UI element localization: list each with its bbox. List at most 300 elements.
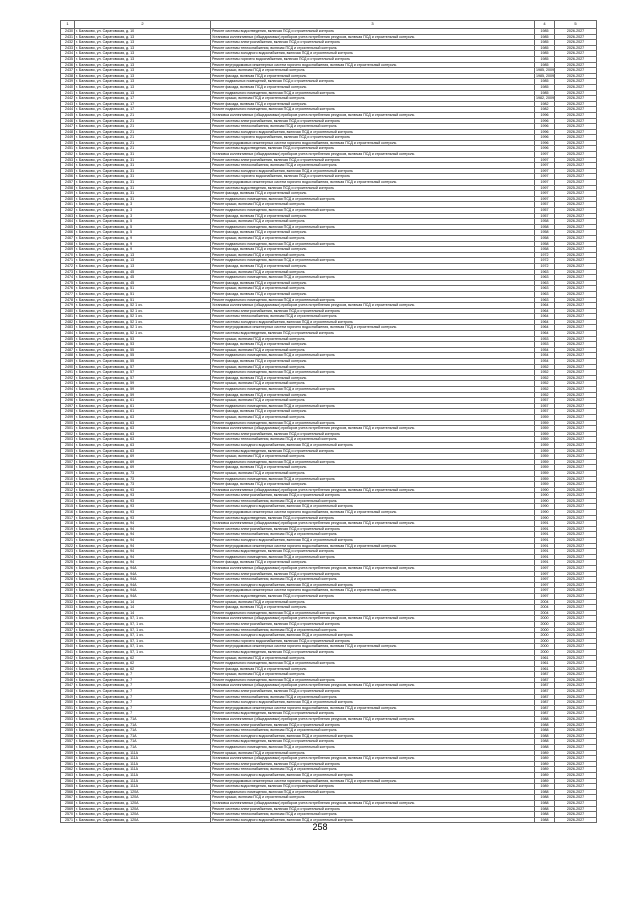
row-work-type: Установка коллективных (общедомовых) приборов учета потребления ресурсов, включая ПСД и строительный контроль xyxy=(211,616,535,622)
row-year: 1991 xyxy=(535,521,555,527)
row-period: 2026-2027 xyxy=(555,258,597,264)
row-address: г. Балаково, ул. Саратовская, д. 111А xyxy=(75,778,211,784)
row-work-type: Ремонт внутридомовых инженерных систем горячего водоснабжения, включая ПСД и строительный контроль xyxy=(211,510,535,516)
row-year: 1958 xyxy=(535,241,555,247)
row-period: 2025-2027 xyxy=(555,493,597,499)
row-work-type: Ремонт системы холодного водоснабжения, включая ПСД и строительный контроль xyxy=(211,733,535,739)
row-year: 1997 xyxy=(535,577,555,583)
row-number: 2515 xyxy=(61,504,75,510)
row-year: 1959 xyxy=(535,448,555,454)
row-period: 2026-2027 xyxy=(555,448,597,454)
column-header-number: 1 xyxy=(61,21,75,29)
row-period: 2026-2027 xyxy=(555,90,597,96)
row-period: 2025-2027 xyxy=(555,185,597,191)
row-year: 1959 xyxy=(535,420,555,426)
row-work-type: Установка коллективных (общедомовых) приборов учета потребления ресурсов, включая ПСД и строительный контроль xyxy=(211,521,535,527)
row-period: 2026-2027 xyxy=(555,314,597,320)
row-number: 2564 xyxy=(61,778,75,784)
row-work-type: Ремонт системы теплоснабжения, включая ПСД и строительный контроль xyxy=(211,627,535,633)
row-address: г. Балаково, ул. Саратовская, д. 52 1 оч. xyxy=(75,308,211,314)
row-period: 2025-2027 xyxy=(555,504,597,510)
row-period: 2026-2027 xyxy=(555,319,597,325)
row-period: 2026-2027 xyxy=(555,96,597,102)
row-number: 2474 xyxy=(61,275,75,281)
row-period: 2026-2027 xyxy=(555,56,597,62)
row-address: г. Балаково, ул. Саратовская, д. 93 xyxy=(75,498,211,504)
row-period: 2026-2027 xyxy=(555,767,597,773)
row-period: 2026-2027 xyxy=(555,208,597,214)
row-period: 2025-2027 xyxy=(555,649,597,655)
row-year: 1988 xyxy=(535,722,555,728)
row-year: 1964 xyxy=(535,303,555,309)
row-year: 1959 xyxy=(535,414,555,420)
row-address: г. Балаково, ул. Саратовская, д. 52 1 оч. xyxy=(75,325,211,331)
row-address: г. Балаково, ул. Саратовская, д. 53 xyxy=(75,336,211,342)
row-work-type: Ремонт системы водоотведения, включая ПСД и строительный контроль xyxy=(211,29,535,35)
row-number: 2552 xyxy=(61,711,75,717)
row-work-type: Ремонт системы водоотведения, включая ПСД и строительный контроль xyxy=(211,739,535,745)
row-period: 2025-2027 xyxy=(555,526,597,532)
row-period: 2025-2027 xyxy=(555,593,597,599)
row-period: 2026-2027 xyxy=(555,761,597,767)
row-period: 2025-2027 xyxy=(555,180,597,186)
row-address: г. Балаково, ул. Саратовская, д. 94 xyxy=(75,521,211,527)
row-period: 2025-2027 xyxy=(555,543,597,549)
row-period: 2025-2027 xyxy=(555,152,597,158)
row-year: 1958 xyxy=(535,247,555,253)
row-address: г. Балаково, ул. Саратовская, д. 94 xyxy=(75,549,211,555)
row-period: 2026-2027 xyxy=(555,235,597,241)
row-address: г. Балаково, ул. Саратовская, д. 13 xyxy=(75,56,211,62)
row-work-type: Ремонт внутридомовых инженерных систем горячего водоснабжения, включая ПСД и строительный контроль xyxy=(211,705,535,711)
row-work-type: Ремонт системы электроснабжения, включая ПСД и строительный контроль xyxy=(211,526,535,532)
row-period: 2026-2027 xyxy=(555,398,597,404)
row-period: 2026-2027 xyxy=(555,342,597,348)
row-work-type: Ремонт фасада, включая ПСД и строительный контроль xyxy=(211,482,535,488)
row-address: г. Балаково, ул. Саратовская, д. 120А xyxy=(75,795,211,801)
row-period: 2025-2027 xyxy=(555,487,597,493)
row-period: 2026-2027 xyxy=(555,465,597,471)
row-address: г. Балаково, ул. Саратовская, д. 111А xyxy=(75,767,211,773)
row-address: г. Балаково, ул. Саратовская, д. 57 xyxy=(75,364,211,370)
row-address: г. Балаково, ул. Саратовская, д. 51 xyxy=(75,291,211,297)
row-year: 1997 xyxy=(535,571,555,577)
row-year: 1997 xyxy=(535,588,555,594)
row-work-type: Ремонт крыши, включая ПСД и строительный контроль xyxy=(211,347,535,353)
row-number: 2525 xyxy=(61,560,75,566)
row-work-type: Ремонт системы водоотведения, включая ПСД и строительный контроль xyxy=(211,146,535,152)
row-period: 2025-2027 xyxy=(555,616,597,622)
row-work-type: Установка коллективных (общедомовых) приборов учета потребления ресурсов, включая ПСД и строительный контроль xyxy=(211,112,535,118)
row-year: 1988 xyxy=(535,717,555,723)
row-work-type: Ремонт системы холодного водоснабжения, включая ПСД и строительный контроль xyxy=(211,582,535,588)
row-period: 2026-2027 xyxy=(555,392,597,398)
row-period: 2025-2027 xyxy=(555,532,597,538)
row-work-type: Ремонт системы электроснабжения, включая ПСД и строительный контроль xyxy=(211,493,535,499)
row-address: г. Балаково, ул. Саратовская, д. 3 xyxy=(75,202,211,208)
row-year: 1952 xyxy=(535,375,555,381)
row-work-type: Ремонт системы водоотведения, включая ПСД и строительный контроль xyxy=(211,711,535,717)
row-address: г. Балаково, ул. Саратовская, д. 61 xyxy=(75,398,211,404)
row-work-type: Ремонт подвального помещения, включая ПСД и строительный контроль xyxy=(211,297,535,303)
row-year: 1985, 2009 xyxy=(536,73,554,78)
row-address: г. Балаково, ул. Саратовская, д. 14 xyxy=(75,605,211,611)
row-address: г. Балаково, ул. Саратовская, д. 63 xyxy=(75,431,211,437)
row-period: 2026-2027 xyxy=(555,68,597,74)
row-number: 2513 xyxy=(61,493,75,499)
row-number: 2542 xyxy=(61,655,75,661)
row-year: 1989 xyxy=(535,767,555,773)
row-year: 1959 xyxy=(535,431,555,437)
row-year: 1988 xyxy=(535,800,555,806)
row-year: 1987 xyxy=(535,700,555,706)
row-address: г. Балаково, ул. Саратовская, д. 93 xyxy=(75,515,211,521)
row-year: 1961 xyxy=(535,661,555,667)
row-work-type: Ремонт подвального помещения, включая ПСД и строительный контроль xyxy=(211,224,535,230)
row-period: 2026-2027 xyxy=(555,426,597,432)
row-address: г. Балаково, ул. Саратовская, д. 13 xyxy=(75,68,211,74)
row-period: 2026-2027 xyxy=(555,247,597,253)
row-work-type: Ремонт системы электроснабжения, включая ПСД и строительный контроль xyxy=(211,761,535,767)
row-work-type: Ремонт внутридомовых инженерных систем горячего водоснабжения, включая ПСД и строительный контроль xyxy=(211,140,535,146)
row-number: 2532 xyxy=(61,599,75,605)
row-year: 1985 xyxy=(535,45,555,51)
row-address: г. Балаково, ул. Саратовская, д. 63 xyxy=(75,420,211,426)
row-year: 1997 xyxy=(535,174,555,180)
row-work-type: Ремонт подвального помещения, включая ПСД и строительный контроль xyxy=(211,387,535,393)
row-address: г. Балаково, ул. Саратовская, д. 63 xyxy=(75,437,211,443)
row-period: 2026-2027 xyxy=(555,45,597,51)
row-work-type: Ремонт системы теплоснабжения, включая ПСД и строительный контроль xyxy=(211,532,535,538)
row-work-type: Ремонт крыши, включая ПСД и строительный контроль xyxy=(211,202,535,208)
row-period: 2025-2027 xyxy=(555,549,597,555)
row-period: 2026-2027 xyxy=(555,806,597,812)
row-year: 1953 xyxy=(535,336,555,342)
row-number: 2499 xyxy=(61,414,75,420)
row-number: 2546 xyxy=(61,677,75,683)
row-number: 2475 xyxy=(61,280,75,286)
row-number: 2550 xyxy=(61,700,75,706)
row-number: 2435 xyxy=(61,56,75,62)
row-number: 2483 xyxy=(61,325,75,331)
row-number: 2549 xyxy=(61,694,75,700)
row-number: 2539 xyxy=(61,638,75,644)
row-address: г. Балаково, ул. Саратовская, д. 94 xyxy=(75,554,211,560)
row-year: 1957 xyxy=(535,403,555,409)
row-address: г. Балаково, ул. Саратовская, д. 59 xyxy=(75,387,211,393)
row-number: 2502 xyxy=(61,431,75,437)
row-period: 2025-2027 xyxy=(555,163,597,169)
row-work-type: Ремонт системы холодного водоснабжения, включая ПСД и строительный контроль xyxy=(211,817,535,823)
row-number: 2488 xyxy=(61,353,75,359)
row-address: г. Балаково, ул. Саратовская, д. 13 xyxy=(75,263,211,269)
row-year: 1985 xyxy=(535,40,555,46)
row-period: 2025-2027 xyxy=(555,571,597,577)
row-work-type: Ремонт фасада, включая ПСД и строительный контроль xyxy=(211,73,535,79)
row-work-type: Ремонт крыши, включая ПСД и строительный контроль xyxy=(211,750,535,756)
row-work-type: Ремонт подвального помещения, включая ПСД и строительный контроль xyxy=(211,90,535,96)
row-work-type: Ремонт подвального помещения, включая ПСД и строительный контроль xyxy=(211,107,535,113)
row-year: 1985 xyxy=(535,56,555,62)
row-address: г. Балаково, ул. Саратовская, д. 93 xyxy=(75,510,211,516)
row-year: 1988 xyxy=(535,745,555,751)
row-number: 2508 xyxy=(61,465,75,471)
row-number: 2489 xyxy=(61,359,75,365)
row-work-type: Ремонт подвального помещения, включая ПСД и строительный контроль xyxy=(211,196,535,202)
row-work-type: Ремонт системы теплоснабжения, включая ПСД и строительный контроль xyxy=(211,314,535,320)
row-number: 2472 xyxy=(61,263,75,269)
row-work-type: Ремонт системы электроснабжения, включая ПСД и строительный контроль xyxy=(211,431,535,437)
row-work-type: Ремонт подвального помещения, включая ПСД и строительный контроль xyxy=(211,476,535,482)
row-address: г. Балаково, ул. Саратовская, д. 94А xyxy=(75,577,211,583)
row-number: 2436 xyxy=(61,62,75,68)
row-period: 2026-2027 xyxy=(555,140,597,146)
row-number: 2509 xyxy=(61,470,75,476)
row-number: 2537 xyxy=(61,627,75,633)
row-year: 1989 xyxy=(535,750,555,756)
row-address: г. Балаково, ул. Саратовская, д. 63 xyxy=(75,442,211,448)
row-year: 1997 xyxy=(535,168,555,174)
row-work-type: Ремонт крыши, включая ПСД и строительный контроль xyxy=(211,252,535,258)
row-period: 2026-2027 xyxy=(555,219,597,225)
row-period: 2026-2027 xyxy=(555,454,597,460)
row-period: 2026-2027 xyxy=(555,202,597,208)
row-work-type: Ремонт системы электроснабжения, включая ПСД и строительный контроль xyxy=(211,806,535,812)
row-period: 2025-2027 xyxy=(555,554,597,560)
row-work-type: Ремонт фасада, включая ПСД и строительный контроль xyxy=(211,263,535,269)
row-year: 1957 xyxy=(535,208,555,214)
row-work-type: Ремонт системы теплоснабжения, включая ПСД и строительный контроль xyxy=(211,812,535,818)
row-number: 2495 xyxy=(61,392,75,398)
row-address: г. Балаково, ул. Саратовская, д. 31 xyxy=(75,168,211,174)
row-period: 2025-2027 xyxy=(555,655,597,661)
row-period: 2026-2027 xyxy=(555,375,597,381)
row-address: г. Балаково, ул. Саратовская, д. 94 xyxy=(75,543,211,549)
row-number: 2496 xyxy=(61,398,75,404)
row-address: г. Балаково, ул. Саратовская, д. 57, 1 оч. xyxy=(75,633,211,639)
row-year: 1991 xyxy=(535,543,555,549)
row-period: 2026-2027 xyxy=(555,387,597,393)
row-address: г. Балаково, ул. Саратовская, д. 93 xyxy=(75,493,211,499)
row-year: 1959 xyxy=(535,437,555,443)
row-period: 2026-2027 xyxy=(555,364,597,370)
row-number: 2566 xyxy=(61,789,75,795)
row-number: 2507 xyxy=(61,459,75,465)
row-year: 1991 xyxy=(535,532,555,538)
row-number: 2454 xyxy=(61,163,75,169)
row-number: 2448 xyxy=(61,129,75,135)
row-year: 1988 xyxy=(535,728,555,734)
row-year: 1959 xyxy=(535,476,555,482)
row-year: 1987 xyxy=(535,705,555,711)
row-address: г. Балаково, ул. Саратовская, д. 94А xyxy=(75,588,211,594)
row-period: 2026-2027 xyxy=(555,442,597,448)
row-work-type: Ремонт подвального помещения, включая ПСД и строительный контроль xyxy=(211,370,535,376)
row-work-type: Ремонт крыши, включая ПСД и строительный контроль xyxy=(211,269,535,275)
row-year: 1991 xyxy=(535,526,555,532)
row-work-type: Ремонт крыши, включая ПСД и строительный контроль xyxy=(211,364,535,370)
row-period: 2026-2027 xyxy=(555,717,597,723)
row-number: 2571 xyxy=(61,817,75,823)
row-period: 2026-2027 xyxy=(555,756,597,762)
row-address: г. Балаково, ул. Саратовская, д. 59 xyxy=(75,381,211,387)
row-year: 1997 xyxy=(535,180,555,186)
row-address: г. Балаково, ул. Саратовская, д. 31 xyxy=(75,174,211,180)
row-work-type: Ремонт системы теплоснабжения, включая ПСД и строительный контроль xyxy=(211,728,535,734)
row-year: 1959 xyxy=(535,482,555,488)
row-period: 2026-2027 xyxy=(555,414,597,420)
row-year: 1985 xyxy=(535,34,555,40)
row-period: 2026-2027 xyxy=(555,29,597,35)
row-number: 2430 xyxy=(61,29,75,35)
row-work-type: Ремонт системы теплоснабжения, включая ПСД и строительный контроль xyxy=(211,437,535,443)
row-period: 2026-2027 xyxy=(555,370,597,376)
row-work-type: Ремонт внутридомовых инженерных систем горячего водоснабжения, включая ПСД и строительный контроль xyxy=(211,325,535,331)
row-address: г. Балаково, ул. Саратовская, д. 63 xyxy=(75,426,211,432)
row-period: 2026-2027 xyxy=(555,812,597,818)
row-address: г. Балаково, ул. Саратовская, д. 61 xyxy=(75,403,211,409)
row-number: 2449 xyxy=(61,135,75,141)
row-year: 1996 xyxy=(535,112,555,118)
row-period: 2026-2027 xyxy=(555,420,597,426)
row-period: 2026-2027 xyxy=(555,101,597,107)
row-work-type: Ремонт системы водоотведения, включая ПСД и строительный контроль xyxy=(211,331,535,337)
row-address: г. Балаково, ул. Саратовская, д. 52 1 оч. xyxy=(75,314,211,320)
row-work-type: Ремонт фасада, включая ПСД и строительный контроль xyxy=(211,342,535,348)
row-work-type: Ремонт системы теплоснабжения, включая ПСД и строительный контроль xyxy=(211,45,535,51)
row-work-type: Ремонт подвального помещения, включая ПСД и строительный контроль xyxy=(211,554,535,560)
row-number: 2453 xyxy=(61,157,75,163)
row-address: г. Балаково, ул. Саратовская, д. 71А xyxy=(75,717,211,723)
row-work-type: Ремонт подвального помещения, включая ПСД и строительный контроль xyxy=(211,403,535,409)
row-work-type: Ремонт подвального помещения, включая ПСД и строительный контроль xyxy=(211,661,535,667)
row-address: г. Балаково, ул. Саратовская, д. 57, 1 оч. xyxy=(75,644,211,650)
row-number: 2531 xyxy=(61,593,75,599)
row-number: 2526 xyxy=(61,566,75,572)
row-number: 2450 xyxy=(61,140,75,146)
row-year: 1982 xyxy=(535,107,555,113)
row-number: 2439 xyxy=(61,79,75,85)
row-number: 2559 xyxy=(61,750,75,756)
row-number: 2540 xyxy=(61,644,75,650)
row-work-type: Ремонт внутридомовых инженерных систем горячего водоснабжения, включая ПСД и строительный контроль xyxy=(211,543,535,549)
row-address: г. Балаково, ул. Саратовская, д. 5 xyxy=(75,224,211,230)
row-address: г. Балаково, ул. Саратовская, д. 120А xyxy=(75,812,211,818)
row-address: г. Балаково, ул. Саратовская, д. 71А xyxy=(75,745,211,751)
row-work-type: Установка коллективных (общедомовых) приборов учета потребления ресурсов, включая ПСД и строительный контроль xyxy=(211,152,535,158)
row-period: 2025-2027 xyxy=(555,644,597,650)
row-work-type: Ремонт фасада, включая ПСД и строительный контроль xyxy=(211,409,535,415)
row-work-type: Ремонт крыши, включая ПСД и строительный контроль xyxy=(211,96,535,102)
row-number: 2463 xyxy=(61,213,75,219)
row-year: 1957 xyxy=(535,398,555,404)
row-year: 1991 xyxy=(535,549,555,555)
row-work-type: Ремонт системы горячего водоснабжения, включая ПСД и строительный контроль xyxy=(211,56,535,62)
row-number: 2503 xyxy=(61,437,75,443)
row-work-type: Ремонт крыши, включая ПСД и строительный контроль xyxy=(211,398,535,404)
row-period: 2025-2027 xyxy=(555,582,597,588)
row-address: г. Балаково, ул. Саратовская, д. 7 xyxy=(75,700,211,706)
row-year: 1957 xyxy=(535,213,555,219)
row-period: 2026-2027 xyxy=(555,689,597,695)
row-year: 1997 xyxy=(535,196,555,202)
row-period: 2025-2027 xyxy=(555,510,597,516)
row-year: 1982, 2009 xyxy=(536,96,554,101)
row-work-type: Ремонт внутридомовых инженерных систем горячего водоснабжения, включая ПСД и строительный контроль xyxy=(211,644,535,650)
row-number: 2544 xyxy=(61,666,75,672)
row-year: 1963 xyxy=(535,280,555,286)
row-address: г. Балаково, ул. Саратовская, д. 93 xyxy=(75,487,211,493)
row-work-type: Ремонт системы холодного водоснабжения, включая ПСД и строительный контроль xyxy=(211,772,535,778)
row-year: 1972 xyxy=(535,252,555,258)
row-period: 2026-2027 xyxy=(555,784,597,790)
row-address: г. Балаково, ул. Саратовская, д. 52 1 оч. xyxy=(75,331,211,337)
row-number: 2517 xyxy=(61,515,75,521)
row-period: 2025-2027 xyxy=(555,588,597,594)
row-work-type: Ремонт системы теплоснабжения, включая ПСД и строительный контроль xyxy=(211,124,535,130)
row-year: 1997 xyxy=(535,185,555,191)
row-address: г. Балаково, ул. Саратовская, д. 61 xyxy=(75,409,211,415)
row-number: 2568 xyxy=(61,800,75,806)
row-work-type: Ремонт крыши, включая ПСД и строительный контроль xyxy=(211,454,535,460)
row-number: 2442 xyxy=(61,96,75,102)
row-period: 2026-2027 xyxy=(555,437,597,443)
row-address: г. Балаково, ул. Саратовская, д. 45 xyxy=(75,280,211,286)
row-address: г. Балаково, ул. Саратовская, д. 51 xyxy=(75,297,211,303)
row-work-type: Ремонт подвального помещения, включая ПСД и строительный контроль xyxy=(211,745,535,751)
row-number: 2543 xyxy=(61,661,75,667)
row-period: 2026-2027 xyxy=(555,308,597,314)
row-work-type: Ремонт подвального помещения, включая ПСД и строительный контроль xyxy=(211,353,535,359)
row-work-type: Ремонт системы холодного водоснабжения, включая ПСД и строительный контроль xyxy=(211,538,535,544)
column-header-address: 2 xyxy=(75,21,211,29)
row-number: 2468 xyxy=(61,241,75,247)
row-address: г. Балаково, ул. Саратовская, д. 69 xyxy=(75,465,211,471)
row-work-type: Ремонт системы холодного водоснабжения, включая ПСД и строительный контроль xyxy=(211,51,535,57)
row-address: г. Балаково, ул. Саратовская, д. 9 xyxy=(75,241,211,247)
row-work-type: Ремонт фасада, включая ПСД и строительный контроль xyxy=(211,359,535,365)
row-period: 2026-2027 xyxy=(555,800,597,806)
row-period: 2026-2027 xyxy=(555,381,597,387)
row-number: 2553 xyxy=(61,717,75,723)
row-year: 1997 xyxy=(535,152,555,158)
row-work-type: Установка коллективных (общедомовых) приборов учета потребления ресурсов, включая ПСД и строительный контроль xyxy=(211,34,535,40)
row-period: 2025-2027 xyxy=(555,538,597,544)
row-address: г. Балаково, ул. Саратовская, д. 13 xyxy=(75,90,211,96)
row-address: г. Балаково, ул. Саратовская, д. 57, 1 оч. xyxy=(75,638,211,644)
row-work-type: Ремонт системы теплоснабжения, включая ПСД и строительный контроль xyxy=(211,767,535,773)
row-address: г. Балаково, ул. Саратовская, д. 94 xyxy=(75,526,211,532)
row-period: 2025-2027 xyxy=(555,599,597,605)
row-year: 1988 xyxy=(535,812,555,818)
row-work-type: Ремонт подвального помещения, включая ПСД и строительный контроль xyxy=(211,610,535,616)
row-year: 1954 xyxy=(535,359,555,365)
row-number: 2519 xyxy=(61,526,75,532)
row-number: 2510 xyxy=(61,476,75,482)
row-year: 1963 xyxy=(535,291,555,297)
row-work-type: Ремонт подвального помещения, включая ПСД и строительный контроль xyxy=(211,789,535,795)
row-number: 2561 xyxy=(61,761,75,767)
row-number: 2455 xyxy=(61,168,75,174)
row-address: г. Балаково, ул. Саратовская, д. 45 xyxy=(75,275,211,281)
row-work-type: Ремонт системы водоотведения, включая ПСД и строительный контроль xyxy=(211,515,535,521)
row-work-type: Ремонт системы электроснабжения, включая ПСД и строительный контроль xyxy=(211,571,535,577)
row-address: г. Балаково, ул. Саратовская, д. 111А xyxy=(75,761,211,767)
row-address: г. Балаково, ул. Саратовская, д. 94 xyxy=(75,538,211,544)
row-number: 2444 xyxy=(61,107,75,113)
row-year: 1964 xyxy=(535,319,555,325)
row-year: 1996 xyxy=(535,135,555,141)
